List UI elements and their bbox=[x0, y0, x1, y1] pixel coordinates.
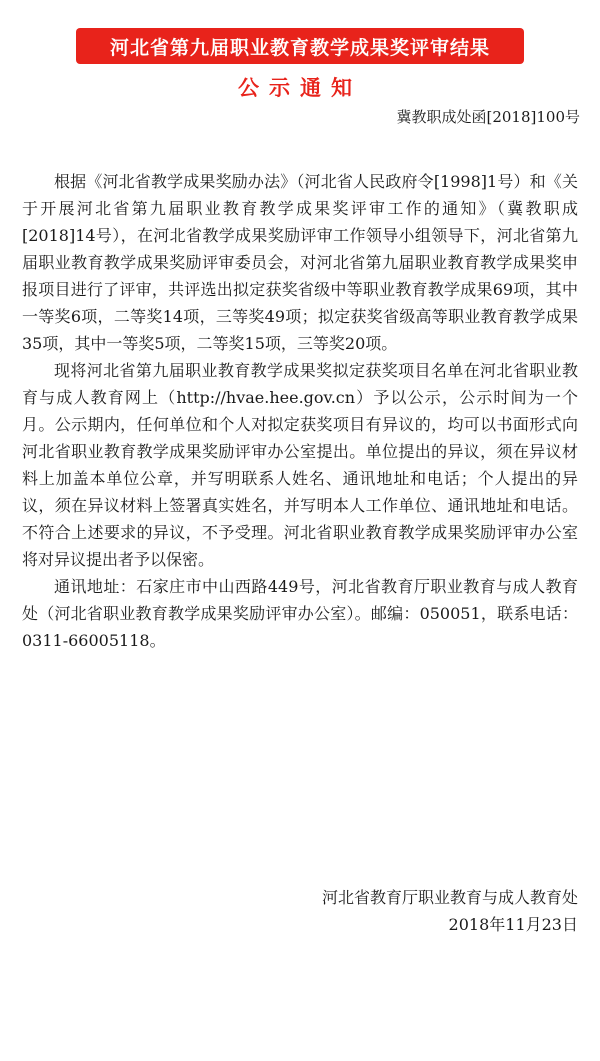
paragraph-contact: 通讯地址：石家庄市中山西路449号，河北省教育厅职业教育与成人教育处（河北省职业教育教学成果奖励评审办公室）。邮编：050051，联系电话：0311-66005118。 bbox=[22, 577, 578, 650]
banner-title: 河北省第九届职业教育教学成果奖评审结果 bbox=[109, 36, 490, 59]
notice-body bbox=[22, 168, 578, 654]
paragraph-publicity: 现将河北省第九届职业教育教学成果奖拟定获奖项目名单在河北省职业教育与成人教育网上（http://hvae.hee.gov.cn）予以公示，公示时间为一个月。公示期内，任何单位和个人对拟定获奖项目有异议的，均可以书面形式向河北省职业教育教学成果奖励评审办公室提出。单位提出的异议，须在异议材料上加盖本单位公章，并写明联系人姓名、通讯地址和电话；个人提出的异议，须在异议材料上签署真实姓名，并写明本人工作单位、通讯地址和电话。不符合上述要求的异议，不予受理。河北省职业教育教学成果奖励评审办公室将对异议提出者予以保密。 bbox=[22, 361, 578, 569]
title-banner bbox=[76, 28, 524, 64]
paragraph-basis: 根据《河北省教学成果奖励办法》（河北省人民政府令[1998]1号）和《关于开展河北省第九届职业教育教学成果奖评审工作的通知》（冀教职成[2018]14号），在河北省教学成果奖励评审工作领导小组领导下，河北省第九届职业教育教学成果奖励评审委员会，对河北省第九届职业教育教学成果奖申报项目进行了评审，共评选出拟定获奖省级中等职业教育教学成果69项，其中一等奖6项，二等奖14项，三等奖49项；拟定获奖省级高等职业教育教学成果35项，其中一等奖5项，二等奖15项，三等奖20项。 bbox=[22, 172, 578, 353]
notice-title: 公示通知 bbox=[238, 76, 362, 100]
issuing-organization: 河北省教育厅职业教育与成人教育处 bbox=[321, 888, 578, 907]
document-number: 冀教职成处函[2018]100号 bbox=[396, 108, 580, 126]
issue-date: 2018年11月23日 bbox=[448, 915, 578, 934]
signature-block bbox=[322, 884, 578, 938]
